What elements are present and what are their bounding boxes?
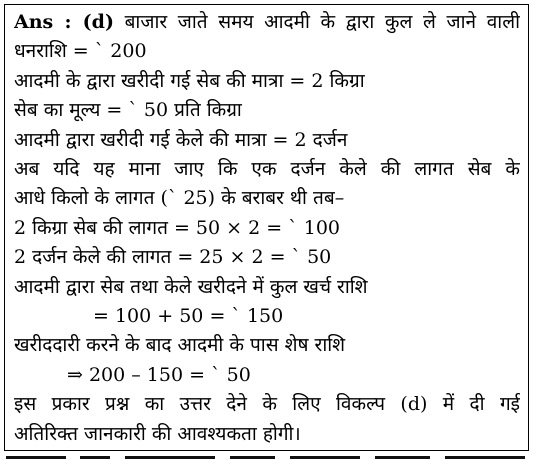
answer-line-7: आधे किलो के लागत (` 25) के बराबर थी तब– xyxy=(14,187,345,210)
answer-label: Ans : (d) xyxy=(14,11,114,33)
answer-line-1 xyxy=(14,8,520,37)
answer-box xyxy=(4,4,529,451)
answer-line-15: अतिरिक्त जानकारी की आवश्यकता होगी। xyxy=(14,422,301,445)
answer-line-9: 2 दर्जन केले की लागत = 25 × 2 = ` 50 xyxy=(14,246,332,269)
answer-line-3: आदमी के द्वारा खरीदी गई सेब की मात्रा = 2 किग्रा xyxy=(14,69,365,92)
answer-line-2: धनराशि = ` 200 xyxy=(14,40,147,63)
answer-line-13: ⇒ 200 – 150 = ` 50 xyxy=(67,363,251,386)
answer-line-6: अब यदि यह माना जाए कि एक दर्जन केले की लागत सेब के xyxy=(14,158,520,181)
answer-line-5: आदमी द्वारा खरीदी गई केले की मात्रा = 2 दर्जन xyxy=(14,128,348,151)
answer-line-1-text: बाजार जाते समय आदमी के द्वारा कुल ले जाने वाली xyxy=(124,11,520,33)
answer-line-4: सेब का मूल्य = ` 50 प्रति किग्रा xyxy=(14,99,242,122)
answer-line-10: आदमी द्वारा सेब तथा केले खरीदने में कुल खर्च राशि xyxy=(14,275,368,298)
cut-off-next-line xyxy=(0,455,538,460)
answer-line-8: 2 किग्रा सेब की लागत = 50 × 2 = ` 100 xyxy=(14,216,340,239)
answer-line-11: = 100 + 50 = ` 150 xyxy=(93,305,284,328)
answer-line-12: खरीददारी करने के बाद आदमी के पास शेष राशि xyxy=(14,334,346,357)
answer-line-14: इस प्रकार प्रश्न का उत्तर देने के लिए विकल्प (d) में दी गई xyxy=(14,393,520,416)
